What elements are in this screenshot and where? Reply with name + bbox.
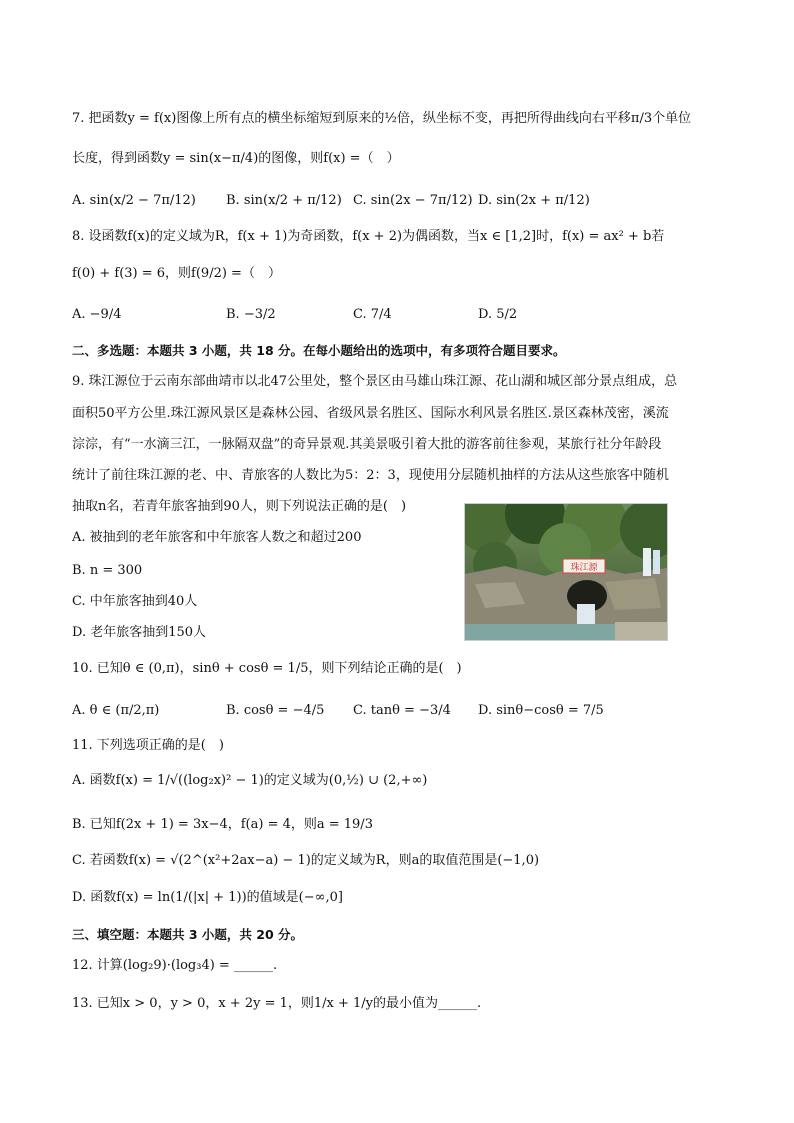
q10-option-c: C. tanθ = −3/4 — [353, 703, 451, 718]
q7-stem-line1: 7. 把函数y = f(x)图像上所有点的横坐标缩短到原来的½倍，纵坐标不变，再把所得曲线向右平移π/3个单位 — [72, 111, 692, 126]
q10-option-d: D. sinθ−cosθ = 7/5 — [478, 703, 604, 718]
q9-option-b: B. n = 300 — [72, 563, 143, 578]
q12-stem: 12. 计算(log₂9)·(log₃4) = ______. — [72, 958, 278, 973]
q8-stem-line2: f(0) + f(3) = 6，则f(9/2) =（ ） — [72, 266, 281, 281]
scenic-photo — [464, 503, 668, 641]
q9-option-a: A. 被抽到的老年旅客和中年旅客人数之和超过200 — [72, 530, 362, 545]
q9-stem-line2: 面积50平方公里.珠江源风景区是森林公园、省级风景名胜区、国际水利风景名胜区.景区森林茂密，溪流 — [72, 406, 669, 421]
q7-option-d: D. sin(2x + π/12) — [478, 193, 590, 208]
q8-option-a: A. −9/4 — [72, 307, 122, 322]
q8-option-b: B. −3/2 — [226, 307, 276, 322]
q8-stem-line1: 8. 设函数f(x)的定义域为R，f(x + 1)为奇函数，f(x + 2)为偶函数，当x ∈ [1,2]时，f(x) = ax² + b若 — [72, 229, 665, 244]
q9-option-d: D. 老年旅客抽到150人 — [72, 625, 207, 640]
q9-stem-line5: 抽取n名，若青年旅客抽到90人，则下列说法正确的是( ) — [72, 499, 407, 514]
q7-option-b: B. sin(x/2 + π/12) — [226, 193, 342, 208]
q10-option-a: A. θ ∈ (π/2,π) — [72, 703, 160, 718]
q11-option-a: A. 函数f(x) = 1/√((log₂x)² − 1)的定义域为(0,½) ∪ (2,+∞) — [72, 773, 428, 788]
scenic-photo-drawing — [465, 504, 667, 640]
scenic-sign-text: 珠江源 — [570, 563, 598, 573]
q11-option-d: D. 函数f(x) = ln(1/(|x| + 1))的值域是(−∞,0] — [72, 890, 343, 905]
q11-option-c: C. 若函数f(x) = √(2^(x²+2ax−a) − 1)的定义域为R，则a的取值范围是(−1,0) — [72, 853, 540, 868]
section-heading-multiple-choice: 二、多选题：本题共 3 小题，共 18 分。在每小题给出的选项中，有多项符合题目要求。 — [72, 343, 566, 358]
q9-option-c: C. 中年旅客抽到40人 — [72, 594, 198, 609]
q13-stem: 13. 已知x > 0，y > 0，x + 2y = 1，则1/x + 1/y的最小值为______. — [72, 996, 482, 1011]
q7-stem-line2: 长度，得到函数y = sin(x−π/4)的图像，则f(x) =（ ） — [72, 151, 400, 166]
q11-option-b: B. 已知f(2x + 1) = 3x−4，f(a) = 4，则a = 19/3 — [72, 817, 373, 832]
q7-option-c: C. sin(2x − 7π/12) — [353, 193, 473, 208]
q9-stem-line1: 9. 珠江源位于云南东部曲靖市以北47公里处，整个景区由马雄山珠江源、花山湖和城区部分景点组成，总 — [72, 374, 678, 389]
q10-stem: 10. 已知θ ∈ (0,π)，sinθ + cosθ = 1/5，则下列结论正确的是( ) — [72, 661, 462, 676]
q7-option-a: A. sin(x/2 − 7π/12) — [72, 193, 196, 208]
q8-option-d: D. 5/2 — [478, 307, 518, 322]
q8-option-c: C. 7/4 — [353, 307, 392, 322]
section-heading-fill-in: 三、填空题：本题共 3 小题，共 20 分。 — [72, 927, 304, 942]
q11-stem: 11. 下列选项正确的是( ) — [72, 738, 224, 753]
q10-option-b: B. cosθ = −4/5 — [226, 703, 325, 718]
q9-stem-line4: 统计了前往珠江源的老、中、青旅客的人数比为5：2：3，现使用分层随机抽样的方法从这些旅客中随机 — [72, 468, 669, 483]
q9-stem-line3: 淙淙，有“一水滴三江，一脉隔双盘”的奇异景观.其美景吸引着大批的游客前往参观，某旅行社分年龄段 — [72, 437, 662, 452]
